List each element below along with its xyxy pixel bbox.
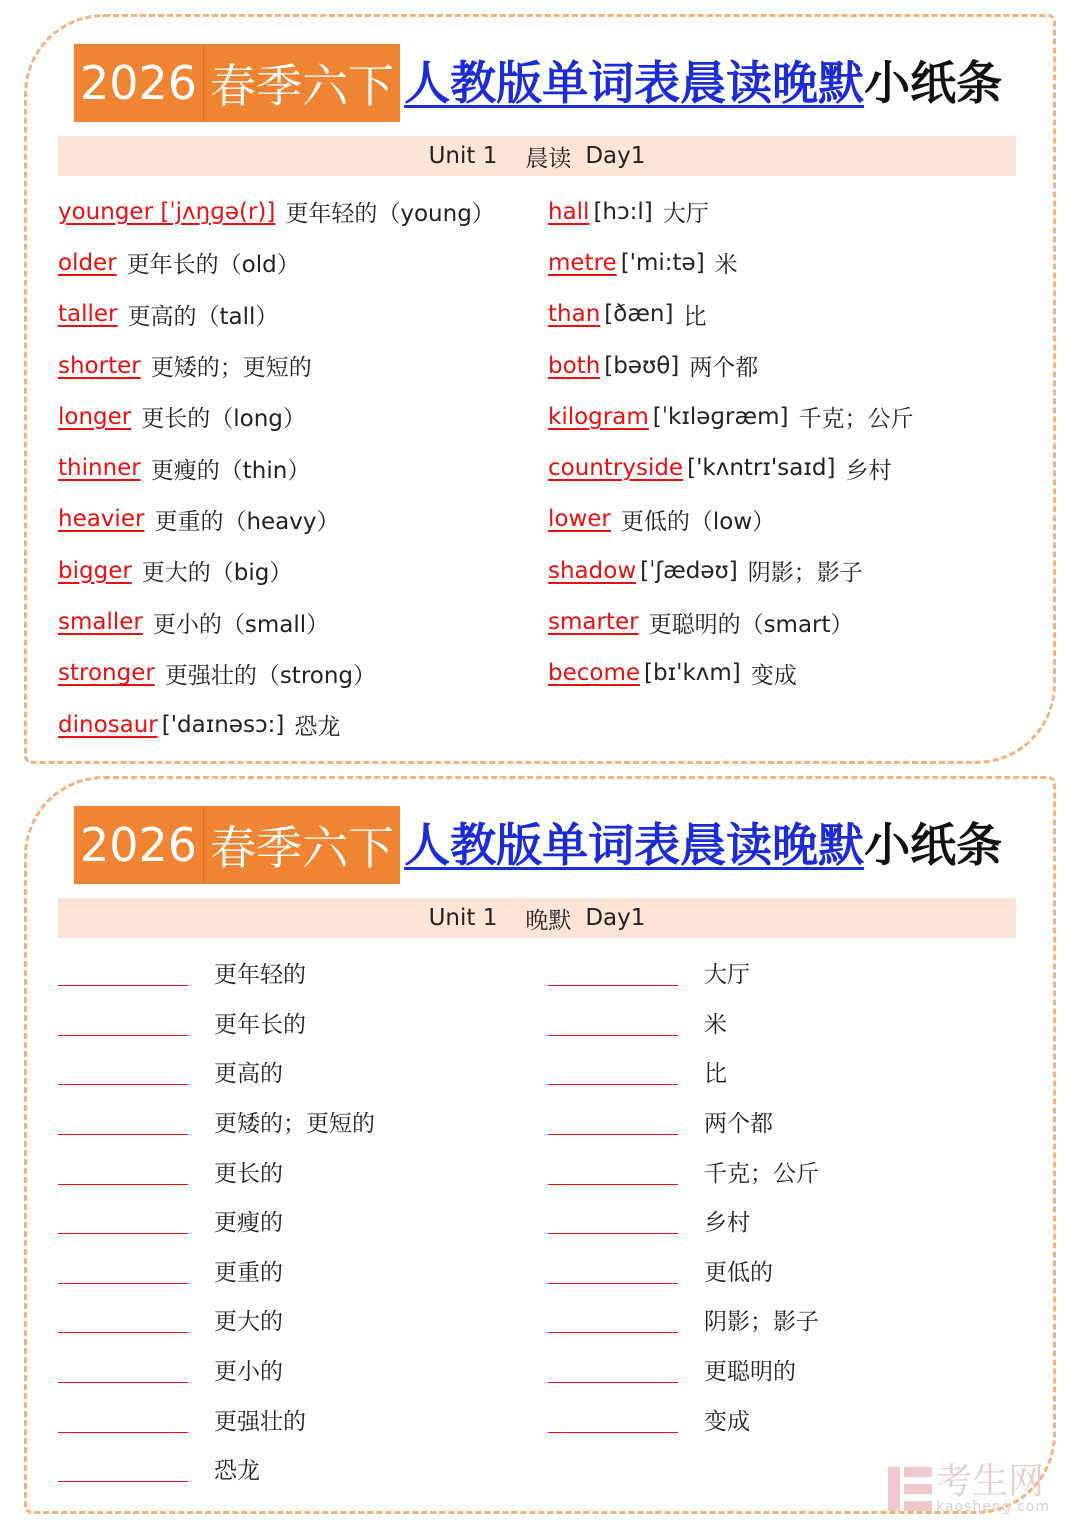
- answer-blank[interactable]: [58, 1158, 188, 1185]
- vocab-word: dinosaur: [58, 711, 158, 738]
- answer-blank[interactable]: [548, 1356, 678, 1383]
- dictation-row: [548, 1097, 819, 1147]
- vocab-word: than: [548, 301, 601, 328]
- vocab-word: bigger: [58, 557, 132, 584]
- vocab-meaning: 更矮的；更短的: [150, 355, 312, 382]
- dictation-meaning: 更矮的；更短的: [214, 1111, 375, 1138]
- title-highlight-box: [74, 806, 400, 884]
- answer-blank[interactable]: [548, 1306, 678, 1333]
- vocab-row: [58, 340, 495, 391]
- vocab-word: both: [548, 352, 601, 379]
- day-label: Day1: [585, 143, 646, 169]
- vocab-meaning: 恐龙: [294, 714, 341, 741]
- evening-right-list: [548, 948, 819, 1444]
- morning-left-list: [58, 186, 495, 750]
- dictation-meaning: 更大的: [214, 1309, 283, 1336]
- dictation-meaning: 阴影；影子: [704, 1309, 819, 1336]
- vocab-meaning: 更低的（low）: [620, 508, 776, 535]
- vocab-meaning: 乡村: [845, 457, 892, 484]
- answer-blank[interactable]: [548, 1257, 678, 1284]
- vocab-phonetic: [ðæn]: [604, 301, 674, 328]
- watermark-logo-icon: [888, 1467, 932, 1511]
- dictation-row: [548, 948, 819, 998]
- dictation-row: [548, 1246, 819, 1296]
- watermark-name: 考生网: [936, 1461, 1045, 1502]
- vocab-meaning: 更年轻的（young）: [285, 201, 495, 228]
- answer-blank[interactable]: [548, 1158, 678, 1185]
- vocab-meaning: 比: [683, 303, 707, 330]
- watermark-domain: kaosheng.com: [936, 1499, 1050, 1515]
- vocab-phonetic: ['kʌntrɪ'saɪd]: [687, 455, 836, 482]
- vocab-row: [548, 545, 913, 596]
- vocab-word: younger [ˈjʌŋɡə(r)]: [58, 198, 276, 225]
- dictation-meaning: 更长的: [214, 1160, 283, 1187]
- answer-blank[interactable]: [548, 1207, 678, 1234]
- dictation-row: [548, 998, 819, 1048]
- page-title: [74, 44, 1002, 122]
- day-label: Day1: [585, 905, 646, 931]
- vocab-row: [58, 648, 495, 699]
- vocab-word: heavier: [58, 506, 145, 533]
- title-link[interactable]: 人教版单词表晨读晚默: [404, 818, 865, 872]
- vocab-row: [58, 186, 495, 237]
- vocab-meaning: 更高的（tall）: [127, 303, 279, 330]
- dictation-meaning: 更聪明的: [704, 1359, 796, 1386]
- answer-blank[interactable]: [548, 1058, 678, 1085]
- dictation-meaning: 两个都: [704, 1111, 773, 1138]
- vocab-row: [58, 289, 495, 340]
- unit-label: Unit 1: [428, 905, 498, 931]
- vocab-phonetic: ['mi:tə]: [620, 249, 705, 276]
- dictation-meaning: 更低的: [704, 1259, 773, 1286]
- watermark: [888, 1461, 1050, 1515]
- answer-blank[interactable]: [58, 1207, 188, 1234]
- title-term: 春季六下: [203, 44, 400, 122]
- dictation-row: [58, 1444, 375, 1494]
- answer-blank[interactable]: [58, 1058, 188, 1085]
- answer-blank[interactable]: [58, 1356, 188, 1383]
- vocab-word: kilogram: [548, 403, 649, 430]
- evening-left-list: [58, 948, 375, 1494]
- dictation-meaning: 更强壮的: [214, 1408, 306, 1435]
- dictation-row: [548, 1345, 819, 1395]
- title-year: 2026: [80, 818, 198, 872]
- vocab-word: metre: [548, 249, 617, 276]
- dictation-meaning: 更小的: [214, 1359, 283, 1386]
- vocab-row: [58, 391, 495, 442]
- dictation-row: [548, 1146, 819, 1196]
- vocab-phonetic: [ˈʃædəʊ]: [640, 557, 738, 584]
- vocab-row: [548, 596, 913, 647]
- vocab-meaning: 更重的（heavy）: [154, 508, 340, 535]
- vocab-row: [548, 186, 913, 237]
- dictation-meaning: 更年长的: [214, 1011, 306, 1038]
- vocab-meaning: 更大的（big）: [141, 560, 293, 587]
- vocab-row: [58, 596, 495, 647]
- dictation-row: [58, 1295, 375, 1345]
- answer-blank[interactable]: [58, 1306, 188, 1333]
- dictation-row: [58, 1345, 375, 1395]
- dictation-meaning: 千克；公斤: [704, 1160, 819, 1187]
- dictation-row: [58, 1047, 375, 1097]
- dictation-row: [58, 998, 375, 1048]
- answer-blank[interactable]: [548, 959, 678, 986]
- vocab-row: [548, 648, 913, 699]
- answer-blank[interactable]: [58, 1257, 188, 1284]
- vocab-phonetic: [hɔ:l]: [593, 198, 653, 225]
- answer-blank[interactable]: [58, 1455, 188, 1482]
- dictation-row: [548, 1196, 819, 1246]
- morning-unit-bar: [58, 136, 1016, 176]
- evening-unit-bar: [58, 898, 1016, 938]
- dictation-meaning: 变成: [704, 1408, 750, 1435]
- unit-label: Unit 1: [428, 143, 498, 169]
- vocab-row: [58, 545, 495, 596]
- answer-blank[interactable]: [548, 1009, 678, 1036]
- title-suffix: 小纸条: [864, 818, 1003, 872]
- answer-blank[interactable]: [58, 959, 188, 986]
- vocab-word: countryside: [548, 455, 684, 482]
- session-label: 晨读: [525, 145, 572, 172]
- vocab-phonetic: ['daɪnəsɔ:]: [161, 711, 285, 738]
- vocab-meaning: 变成: [750, 662, 797, 689]
- answer-blank[interactable]: [58, 1108, 188, 1135]
- vocab-meaning: 两个都: [689, 355, 759, 382]
- vocab-row: [548, 340, 913, 391]
- vocab-phonetic: [bəʊθ]: [604, 352, 680, 379]
- vocab-meaning: 米: [714, 252, 738, 279]
- answer-blank[interactable]: [548, 1406, 678, 1433]
- vocab-meaning: 更强壮的（strong）: [164, 662, 377, 689]
- dictation-row: [58, 1394, 375, 1444]
- vocab-meaning: 千克；公斤: [798, 406, 914, 433]
- vocab-meaning: 更年长的（old）: [126, 252, 300, 279]
- vocab-meaning: 更小的（small）: [152, 611, 330, 638]
- title-highlight-box: [74, 44, 400, 122]
- vocab-word: taller: [58, 301, 118, 328]
- dictation-row: [58, 1146, 375, 1196]
- vocab-phonetic: [ˈkɪləɡræm]: [652, 403, 789, 430]
- vocab-row: [548, 391, 913, 442]
- vocab-phonetic: [bɪ'kʌm]: [644, 660, 741, 687]
- answer-blank[interactable]: [548, 1108, 678, 1135]
- vocab-row: [58, 237, 495, 288]
- vocab-row: [548, 494, 913, 545]
- title-link[interactable]: 人教版单词表晨读晚默: [404, 56, 865, 110]
- vocab-word: longer: [58, 403, 132, 430]
- vocab-word: become: [548, 660, 641, 687]
- title-year: 2026: [80, 56, 198, 110]
- dictation-meaning: 更年轻的: [214, 962, 306, 989]
- vocab-word: shadow: [548, 557, 637, 584]
- dictation-row: [548, 1047, 819, 1097]
- vocab-word: stronger: [58, 660, 155, 687]
- vocab-word: hall: [548, 198, 590, 225]
- vocab-meaning: 更聪明的（smart）: [648, 611, 854, 638]
- answer-blank[interactable]: [58, 1406, 188, 1433]
- vocab-word: lower: [548, 506, 611, 533]
- answer-blank[interactable]: [58, 1009, 188, 1036]
- vocab-word: shorter: [58, 352, 141, 379]
- vocab-word: smarter: [548, 609, 639, 636]
- vocab-meaning: 更瘦的（thin）: [150, 457, 311, 484]
- dictation-meaning: 米: [704, 1011, 727, 1038]
- vocab-row: [58, 442, 495, 493]
- morning-right-list: [548, 186, 913, 699]
- dictation-row: [548, 1295, 819, 1345]
- vocab-word: thinner: [58, 455, 141, 482]
- vocab-word: smaller: [58, 609, 143, 636]
- vocab-row: [58, 494, 495, 545]
- vocab-row: [548, 442, 913, 493]
- dictation-row: [58, 948, 375, 998]
- vocab-word: older: [58, 249, 117, 276]
- dictation-row: [58, 1246, 375, 1296]
- dictation-meaning: 恐龙: [214, 1458, 260, 1485]
- vocab-row: [58, 699, 495, 750]
- vocab-meaning: 更长的（long）: [141, 406, 306, 433]
- vocab-meaning: 大厅: [662, 201, 709, 228]
- dictation-meaning: 比: [704, 1061, 727, 1088]
- dictation-row: [58, 1196, 375, 1246]
- dictation-meaning: 更瘦的: [214, 1210, 283, 1237]
- dictation-meaning: 大厅: [704, 962, 750, 989]
- vocab-row: [548, 237, 913, 288]
- dictation-meaning: 更高的: [214, 1061, 283, 1088]
- dictation-row: [548, 1394, 819, 1444]
- title-term: 春季六下: [203, 806, 400, 884]
- session-label: 晚默: [525, 907, 572, 934]
- dictation-meaning: 更重的: [214, 1259, 283, 1286]
- vocab-meaning: 阴影；影子: [747, 560, 863, 587]
- page-title-2: [74, 806, 1002, 884]
- vocab-row: [548, 289, 913, 340]
- dictation-meaning: 乡村: [704, 1210, 750, 1237]
- dictation-row: [58, 1097, 375, 1147]
- title-suffix: 小纸条: [864, 56, 1003, 110]
